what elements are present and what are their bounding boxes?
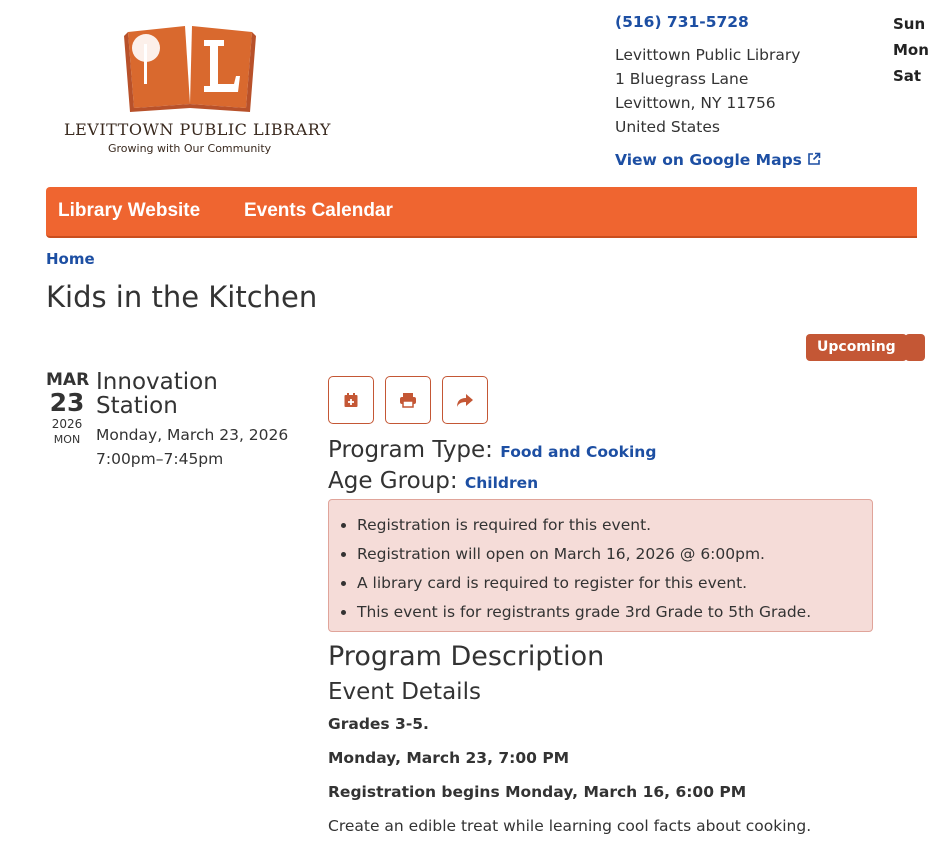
description-line: Create an edible treat while learning cool facts about cooking.	[328, 817, 812, 835]
address-line: United States	[615, 118, 720, 136]
address-line: 1 Bluegrass Lane	[615, 70, 749, 88]
program-description-heading: Program Description	[328, 641, 605, 672]
main-navbar	[46, 187, 917, 238]
address-line: Levittown, NY 11756	[615, 94, 776, 112]
share-arrow-icon	[456, 392, 474, 408]
nav-events-calendar[interactable]: Events Calendar	[244, 200, 393, 221]
registration-notice	[328, 499, 873, 632]
book-logo-icon	[120, 22, 260, 112]
external-link-icon	[807, 152, 821, 166]
library-logo[interactable]	[60, 22, 331, 162]
event-month: MAR	[46, 370, 90, 390]
address	[615, 43, 821, 139]
description-line: Grades 3-5.	[328, 715, 429, 733]
program-type-link[interactable]: Food and Cooking	[500, 443, 657, 461]
google-maps-label: View on Google Maps	[615, 151, 802, 169]
event-time-text: 7:00pm–7:45pm	[96, 450, 224, 468]
status-badge-partial	[905, 334, 925, 361]
nav-library-website[interactable]: Library Website	[58, 200, 201, 221]
hours-list	[893, 11, 929, 89]
add-to-calendar-button[interactable]	[328, 376, 374, 424]
program-type-label: Program Type:	[328, 437, 493, 463]
library-name: LEVITTOWN PUBLIC LIBRARY	[64, 120, 331, 139]
address-line: Levittown Public Library	[615, 46, 801, 64]
hours-day: Sun	[893, 15, 926, 33]
event-date-text: Monday, March 23, 2026	[96, 426, 289, 444]
breadcrumb-home[interactable]: Home	[46, 250, 95, 268]
hours-day: Mon	[893, 41, 929, 59]
print-icon	[399, 392, 417, 408]
event-weekday: MON	[53, 433, 81, 446]
age-group-label: Age Group:	[328, 468, 458, 494]
event-day: 23	[49, 388, 85, 417]
notice-item: • A library card is required to register for this event.	[357, 569, 872, 598]
event-location: Innovation Station	[96, 369, 218, 419]
age-group-row	[328, 468, 538, 494]
library-tagline: Growing with Our Community	[108, 142, 272, 155]
phone-link[interactable]: (516) 731-5728	[615, 13, 749, 31]
print-button[interactable]	[385, 376, 431, 424]
contact-block	[615, 10, 821, 172]
google-maps-link[interactable]	[615, 148, 821, 172]
notice-item: • Registration is required for this event.	[357, 511, 872, 540]
status-badge-upcoming: Upcoming	[806, 334, 907, 361]
notice-item: • This event is for registrants grade 3rd Grade to 5th Grade.	[357, 598, 872, 627]
age-group-link[interactable]: Children	[464, 474, 539, 492]
calendar-plus-icon	[343, 392, 359, 408]
share-button[interactable]	[442, 376, 488, 424]
description-line: Monday, March 23, 7:00 PM	[328, 749, 570, 767]
hours-day: Sat	[893, 67, 922, 85]
event-details-heading: Event Details	[328, 679, 481, 705]
event-year: 2026	[51, 417, 83, 431]
notice-item: • Registration will open on March 16, 2026 @ 6:00pm.	[357, 540, 872, 569]
program-type-row	[328, 437, 656, 463]
page-title: Kids in the Kitchen	[46, 280, 318, 314]
event-date-block	[46, 370, 88, 448]
description-line: Registration begins Monday, March 16, 6:00 PM	[328, 783, 747, 801]
